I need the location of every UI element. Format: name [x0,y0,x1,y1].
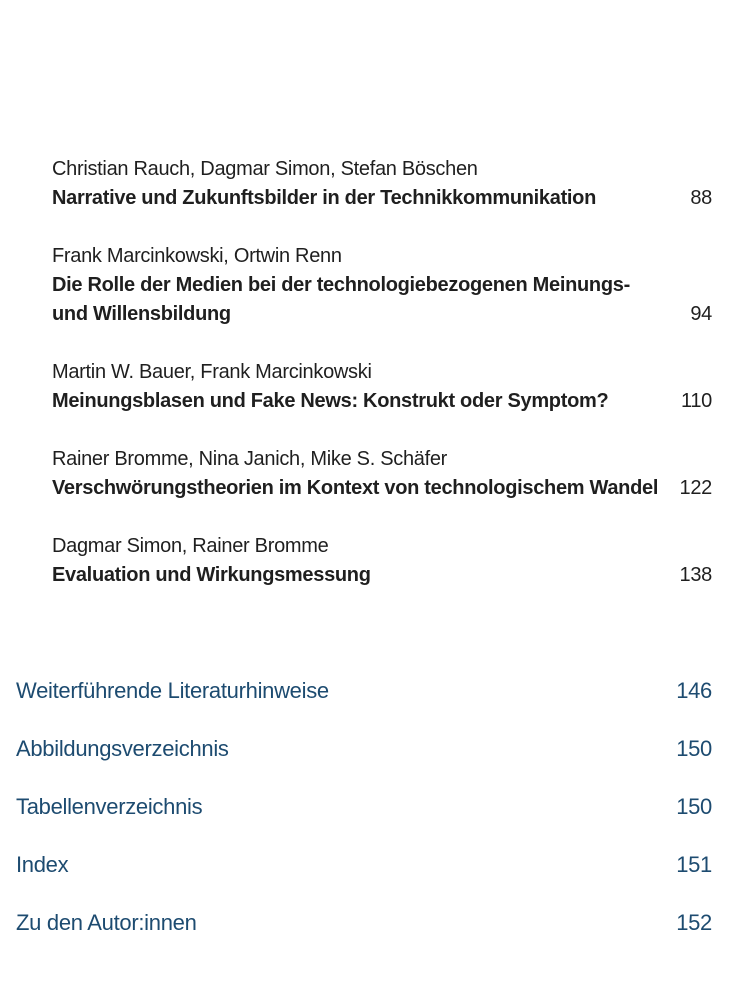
entry-title [52,387,608,416]
entry-title-row [52,561,712,590]
entry-page-number: 138 [679,564,712,586]
entry-page-number: 110 [681,390,712,412]
back-matter-label: Tabellenverzeichnis [16,794,203,819]
back-matter-page-number: 150 [676,794,712,819]
toc-entry [52,155,712,213]
back-matter-page-number: 146 [676,678,712,703]
entry-page-number: 88 [690,187,712,209]
entry-title [52,474,658,503]
entry-authors: Dagmar Simon, Rainer Bromme [52,535,329,557]
back-matter-row [16,850,712,880]
entry-title [52,561,371,590]
entry-title-line: Verschwörungstheorien im Kontext von technologischem Wandel [52,477,659,499]
entry-authors: Martin W. Bauer, Frank Marcinkowski [52,361,372,383]
back-matter-label: Weiterführende Literaturhinweise [16,678,329,703]
entry-authors: Frank Marcinkowski, Ortwin Renn [52,245,342,267]
entry-title-row [52,184,712,213]
back-matter-page-number: 151 [676,852,712,877]
entry-title-row [52,387,712,416]
entry-title-line: Evaluation und Wirkungsmessung [52,564,371,586]
entry-title-line: Meinungsblasen und Fake News: Konstrukt oder Symptom? [52,390,609,412]
entry-title-line: Narrative und Zukunftsbilder in der Technikkommunikation [52,187,597,209]
back-matter-row [16,908,712,938]
back-matter-row [16,676,712,706]
entry-page-number: 122 [679,477,712,499]
back-matter-label: Index [16,852,69,877]
entry-title-row [52,474,712,503]
entry-page-number: 94 [690,303,712,325]
entry-title-line: Die Rolle der Medien bei der technologiebezogenen Meinungs- [52,274,630,296]
entry-title-line: und Willensbildung [52,303,231,325]
back-matter-page-number: 152 [676,910,712,935]
entry-title [52,184,596,213]
entry-title [52,271,630,329]
entry-authors: Rainer Bromme, Nina Janich, Mike S. Schäfer [52,448,448,470]
entry-title-row [52,271,712,329]
back-matter-row [16,792,712,822]
back-matter-label: Zu den Autor:innen [16,910,197,935]
toc-entry [52,242,712,329]
toc-entry [52,445,712,503]
toc-entry [52,532,712,590]
entry-authors: Christian Rauch, Dagmar Simon, Stefan Böschen [52,158,478,180]
back-matter-label: Abbildungsverzeichnis [16,736,229,761]
toc-entry [52,358,712,416]
back-matter-section [0,619,751,938]
back-matter-row [16,734,712,764]
back-matter-page-number: 150 [676,736,712,761]
